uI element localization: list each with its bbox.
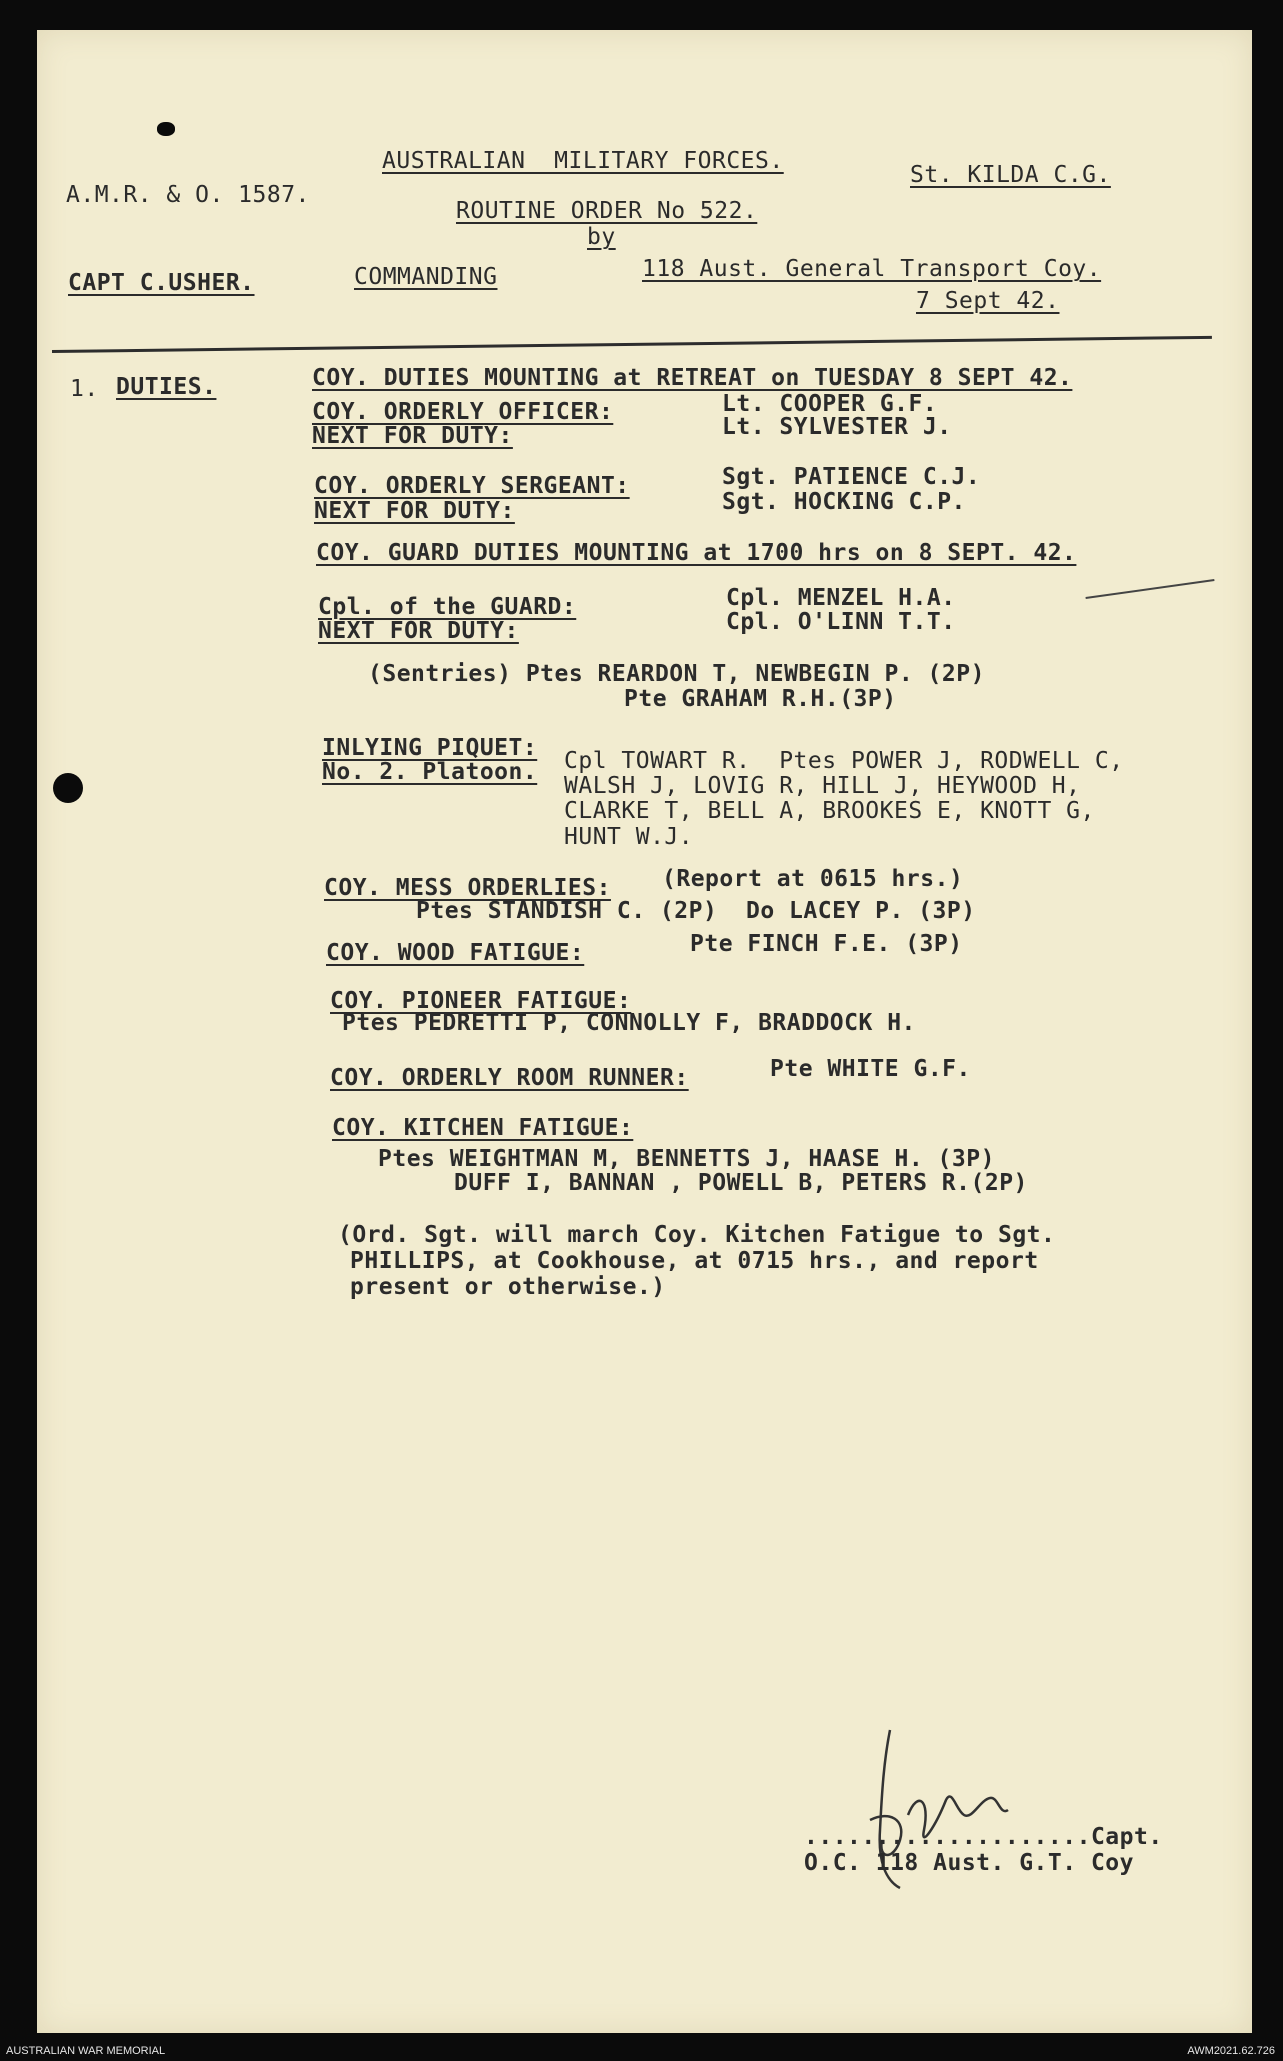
footer-accession-number: AWM2021.62.726	[1187, 2045, 1275, 2057]
handwritten-signature	[860, 1720, 1020, 1910]
footer-institution: AUSTRALIAN WAR MEMORIAL	[6, 2045, 166, 2057]
next-for-duty-label: NEXT FOR DUTY:	[312, 423, 513, 449]
kitchen-fatigue-line-1: Ptes WEIGHTMAN M, BENNETTS J, HAASE H. (3P)	[378, 1146, 995, 1172]
inlying-piquet-label: INLYING PIQUET:	[322, 735, 538, 761]
mess-orderlies-note: (Report at 0615 hrs.)	[662, 866, 964, 892]
platoon-label: No. 2. Platoon.	[322, 759, 538, 785]
orderly-officer-label: COY. ORDERLY OFFICER:	[312, 399, 614, 425]
instruction-line-2: PHILLIPS, at Cookhouse, at 0715 hrs., and report	[350, 1248, 1039, 1274]
commanding-label: COMMANDING	[354, 264, 498, 290]
organisation-title: AUSTRALIAN MILITARY FORCES.	[382, 148, 784, 174]
section-number: 1.	[70, 376, 99, 402]
instruction-line-1: (Ord. Sgt. will march Coy. Kitchen Fatigue to Sgt.	[338, 1222, 1056, 1248]
signature-line: ....................Capt.	[804, 1824, 1163, 1850]
mess-orderlies-label: COY. MESS ORDERLIES:	[324, 875, 611, 901]
duties-mounting-heading: COY. DUTIES MOUNTING at RETREAT on TUESDAY 8 SEPT 42.	[312, 365, 1073, 391]
routine-order-number: ROUTINE ORDER No 522.	[456, 198, 758, 224]
mess-orderlies-value: Ptes STANDISH C. (2P) Do LACEY P. (3P)	[416, 898, 976, 924]
kitchen-fatigue-label: COY. KITCHEN FATIGUE:	[332, 1115, 634, 1141]
section-title: DUTIES.	[116, 374, 217, 400]
orderly-room-runner-label: COY. ORDERLY ROOM RUNNER:	[330, 1065, 689, 1091]
next-for-duty-value: Cpl. O'LINN T.T.	[726, 609, 956, 635]
order-reference: A.M.R. & O. 1587.	[66, 182, 310, 208]
cpl-of-guard-label: Cpl. of the GUARD:	[318, 594, 577, 620]
next-for-duty-value: Lt. SYLVESTER J.	[722, 414, 952, 440]
instruction-line-3: present or otherwise.)	[350, 1274, 666, 1300]
sentries-line-1: (Sentries) Ptes REARDON T, NEWBEGIN P. (2P)	[368, 661, 985, 687]
piquet-line-4: HUNT W.J.	[564, 824, 694, 850]
orderly-sergeant-label: COY. ORDERLY SERGEANT:	[314, 473, 630, 499]
by-text: by	[587, 224, 616, 250]
commander-name: CAPT C.USHER.	[68, 270, 255, 296]
punch-hole	[53, 773, 83, 803]
orderly-officer-value: Lt. COOPER G.F.	[722, 391, 938, 417]
signature-title: O.C. 118 Aust. G.T. Coy	[804, 1850, 1134, 1876]
piquet-line-2: WALSH J, LOVIG R, HILL J, HEYWOOD H,	[564, 773, 1081, 799]
orderly-room-runner-value: Pte WHITE G.F.	[770, 1056, 971, 1082]
next-for-duty-value: Sgt. HOCKING C.P.	[722, 489, 966, 515]
next-for-duty-label: NEXT FOR DUTY:	[314, 498, 515, 524]
pioneer-fatigue-value: Ptes PEDRETTI P, CONNOLLY F, BRADDOCK H.	[342, 1010, 916, 1036]
wood-fatigue-label: COY. WOOD FATIGUE:	[326, 940, 585, 966]
order-date: 7 Sept 42.	[916, 288, 1060, 314]
piquet-line-3: CLARKE T, BELL A, BROOKES E, KNOTT G,	[564, 798, 1095, 824]
cpl-of-guard-value: Cpl. MENZEL H.A.	[726, 585, 956, 611]
sentries-line-2: Pte GRAHAM R.H.(3P)	[624, 686, 897, 712]
guard-duties-heading: COY. GUARD DUTIES MOUNTING at 1700 hrs on 8 SEPT. 42.	[316, 540, 1077, 566]
wood-fatigue-value: Pte FINCH F.E. (3P)	[690, 931, 963, 957]
unit-name: 118 Aust. General Transport Coy.	[642, 256, 1102, 282]
location: St. KILDA C.G.	[910, 162, 1111, 188]
pioneer-fatigue-label: COY. PIONEER FATIGUE:	[330, 988, 632, 1014]
ink-blot	[157, 122, 175, 136]
kitchen-fatigue-line-2: DUFF I, BANNAN , POWELL B, PETERS R.(2P)	[454, 1170, 1028, 1196]
piquet-line-1: Cpl TOWART R. Ptes POWER J, RODWELL C,	[564, 748, 1124, 774]
next-for-duty-label: NEXT FOR DUTY:	[318, 618, 519, 644]
orderly-sergeant-value: Sgt. PATIENCE C.J.	[722, 464, 981, 490]
